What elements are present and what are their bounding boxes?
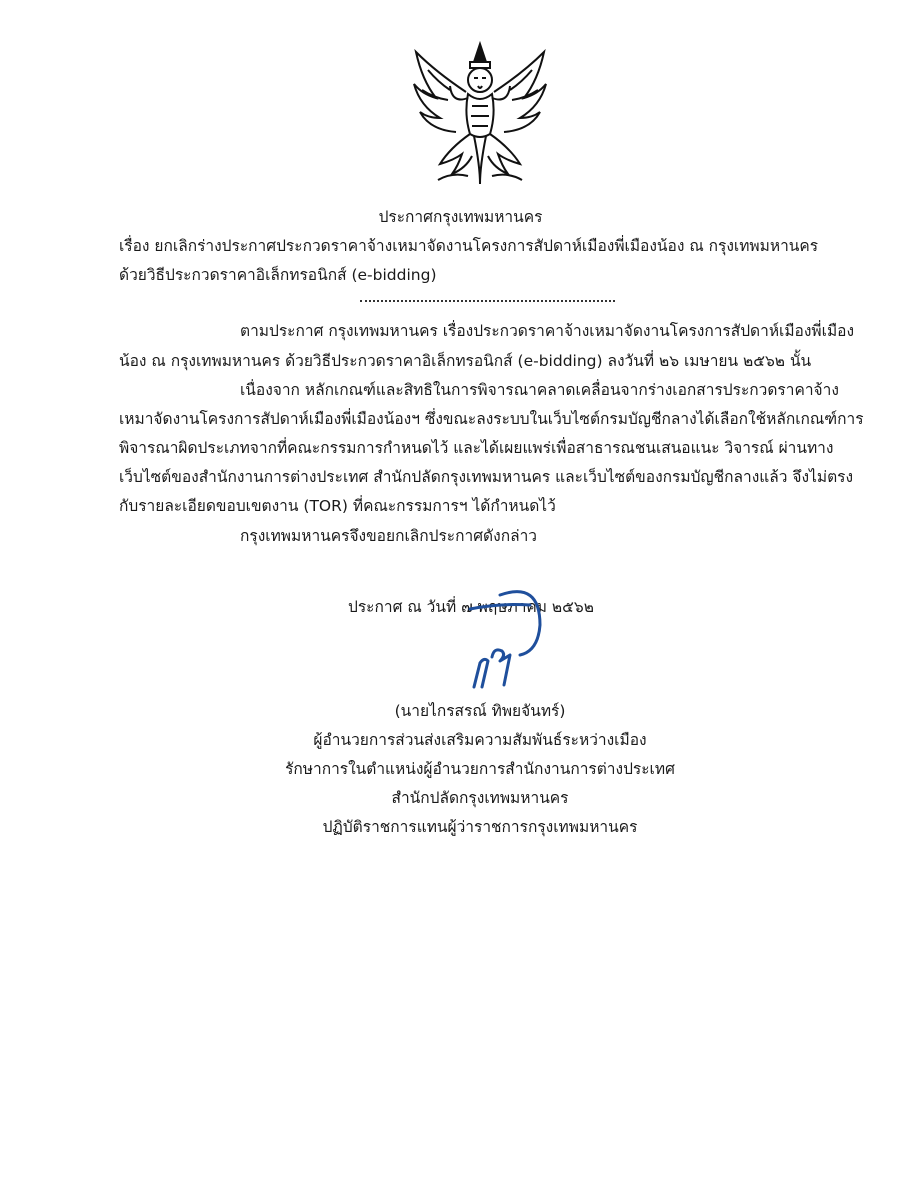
paragraph-2-line-3: พิจารณาผิดประเภทจากที่คณะกรรมการกำหนดไว้ และได้เผยแพร่เพื่อสาธารณชนเสนอแนะ วิจารณ์ ผ่านทาง bbox=[119, 439, 834, 457]
subject-line-1: เรื่อง ยกเลิกร่างประกาศประกวดราคาจ้างเหมาจัดงานโครงการสัปดาห์เมืองพี่เมืองน้อง ณ กรุงเทพมหานคร bbox=[119, 237, 819, 255]
paragraph-2-line-5: กับรายละเอียดขอบเขตงาน (TOR) ที่คณะกรรมการฯ ได้กำหนดไว้ bbox=[119, 497, 556, 515]
handwritten-signature bbox=[430, 575, 570, 700]
authority-title: ประกาศกรุงเทพมหานคร bbox=[378, 208, 543, 226]
dotted-divider bbox=[360, 300, 615, 302]
signatory-position-2: รักษาการในตำแหน่งผู้อำนวยการสำนักงานการต่างประเทศ bbox=[285, 760, 675, 778]
announcement-date: ประกาศ ณ วันที่ ๗ พฤษภาคม ๒๕๖๒ bbox=[348, 598, 594, 616]
signatory-position-3: สำนักปลัดกรุงเทพมหานคร bbox=[391, 789, 569, 807]
paragraph-1-line-1: ตามประกาศ กรุงเทพมหานคร เรื่องประกวดราคาจ้างเหมาจัดงานโครงการสัปดาห์เมืองพี่เมือง bbox=[240, 322, 855, 340]
paragraph-3-line-1: กรุงเทพมหานครจึงขอยกเลิกประกาศดังกล่าว bbox=[240, 527, 537, 545]
paragraph-2-line-2: เหมาจัดงานโครงการสัปดาห์เมืองพี่เมืองน้องฯ ซึ่งขณะลงระบบในเว็บไซต์กรมบัญชีกลางได้เลือกใช้หลักเกณฑ์การ bbox=[119, 410, 864, 428]
signatory-position-1: ผู้อำนวยการส่วนส่งเสริมความสัมพันธ์ระหว่างเมือง bbox=[313, 731, 647, 749]
garuda-emblem-icon bbox=[408, 40, 552, 188]
signatory-position-4: ปฏิบัติราชการแทนผู้ว่าราชการกรุงเทพมหานคร bbox=[322, 818, 638, 836]
paragraph-2-line-4: เว็บไซต์ของสำนักงานการต่างประเทศ สำนักปลัดกรุงเทพมหานคร และเว็บไซต์ของกรมบัญชีกลางแล้ว จึงไม่ตรง bbox=[119, 468, 854, 486]
paragraph-2-line-1: เนื่องจาก หลักเกณฑ์และสิทธิในการพิจารณาคลาดเคลื่อนจากร่างเอกสารประกวดราคาจ้าง bbox=[240, 381, 839, 399]
signatory-name: (นายไกรสรณ์ ทิพยจันทร์) bbox=[394, 702, 566, 720]
paragraph-1-line-2: น้อง ณ กรุงเทพมหานคร ด้วยวิธีประกวดราคาอิเล็กทรอนิกส์ (e-bidding) ลงวันที่ ๒๖ เมษายน ๒๕๖๒ นั้น bbox=[119, 352, 812, 370]
subject-line-2: ด้วยวิธีประกวดราคาอิเล็กทรอนิกส์ (e-bidding) bbox=[119, 266, 437, 284]
